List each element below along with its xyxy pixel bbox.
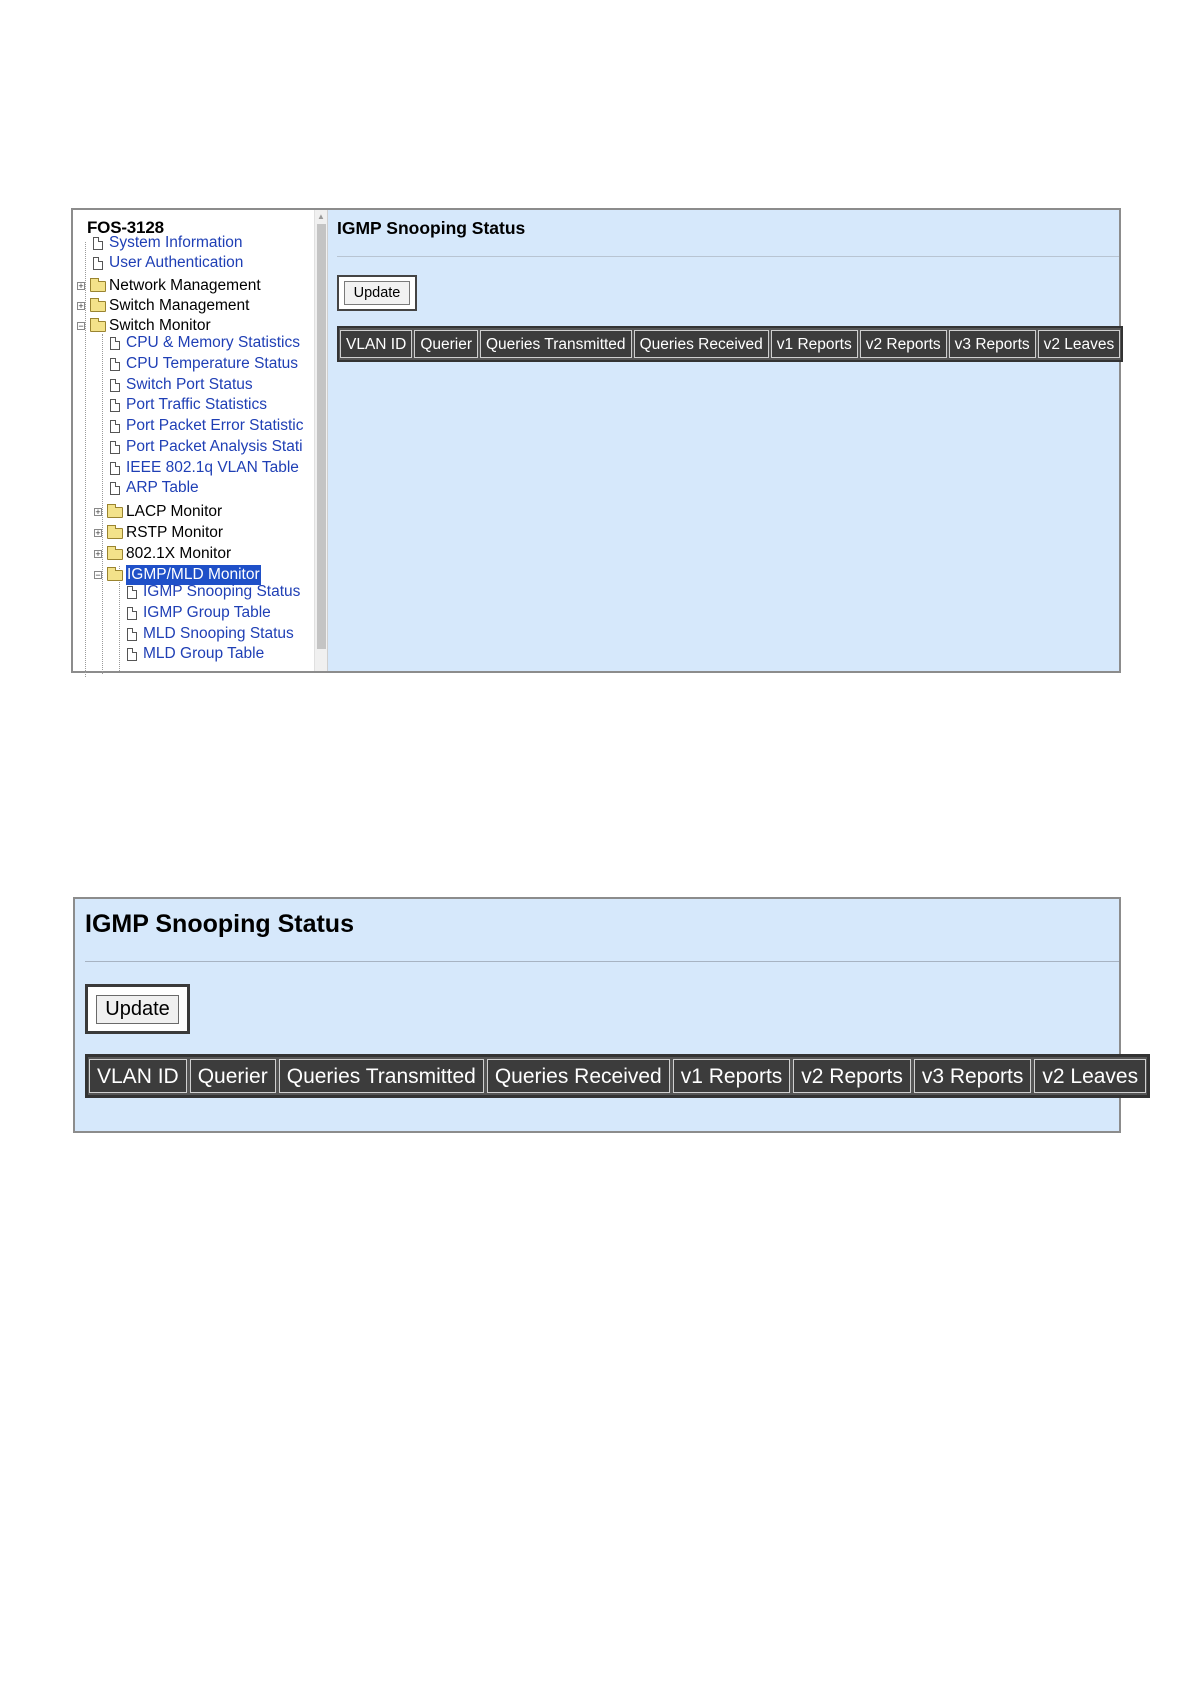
column-header-queries-transmitted: Queries Transmitted bbox=[279, 1059, 484, 1093]
update-button[interactable]: Update bbox=[96, 995, 179, 1024]
column-header-vlan-id: VLAN ID bbox=[89, 1059, 187, 1093]
page-icon bbox=[93, 237, 103, 250]
scroll-up-arrow-icon[interactable]: ▲ bbox=[317, 212, 325, 221]
page-icon bbox=[110, 482, 120, 495]
column-header-queries-transmitted: Queries Transmitted bbox=[480, 330, 632, 358]
column-header-v3-reports: v3 Reports bbox=[949, 330, 1036, 358]
column-header-queries-received: Queries Received bbox=[634, 330, 769, 358]
expand-plus-icon[interactable]: + bbox=[95, 528, 101, 538]
screenshot-full-ui bbox=[71, 208, 1121, 673]
igmp-status-table-header bbox=[85, 1054, 1150, 1098]
expand-plus-icon[interactable]: + bbox=[95, 549, 101, 559]
page-icon bbox=[110, 441, 120, 454]
tree-item-label: IGMP Snooping Status bbox=[143, 583, 301, 600]
page-icon bbox=[127, 648, 137, 661]
folder-icon bbox=[90, 281, 106, 292]
tree-guide-line bbox=[119, 566, 120, 671]
column-header-querier: Querier bbox=[414, 330, 478, 358]
tree-item-label: Switch Port Status bbox=[126, 376, 253, 393]
igmp-status-table-header bbox=[337, 326, 1123, 362]
tree-root-device-name: FOS-3128 bbox=[87, 218, 164, 237]
collapse-minus-icon[interactable]: − bbox=[78, 321, 84, 331]
folder-icon bbox=[107, 549, 123, 560]
tree-item-label: MLD Snooping Status bbox=[143, 625, 294, 642]
tree-item-label: MLD Group Table bbox=[143, 645, 265, 662]
page-icon bbox=[110, 358, 120, 371]
tree-item-label: Switch Management bbox=[109, 297, 250, 314]
column-header-v1-reports: v1 Reports bbox=[673, 1059, 791, 1093]
page-icon bbox=[110, 399, 120, 412]
tree-scrollbar[interactable] bbox=[314, 210, 328, 671]
page-icon bbox=[110, 337, 120, 350]
tree-item-label: Switch Monitor bbox=[109, 317, 211, 334]
page-icon bbox=[127, 586, 137, 599]
tree-item-label: IEEE 802.1q VLAN Table bbox=[126, 459, 299, 476]
tree-item-label: Port Traffic Statistics bbox=[126, 396, 267, 413]
collapse-minus-icon[interactable]: − bbox=[95, 570, 101, 580]
page-icon bbox=[110, 462, 120, 475]
tree-item-label: Port Packet Error Statistic bbox=[126, 417, 304, 434]
column-header-v2-leaves: v2 Leaves bbox=[1038, 330, 1121, 358]
page-icon bbox=[127, 607, 137, 620]
column-header-v2-reports: v2 Reports bbox=[860, 330, 947, 358]
update-button[interactable]: Update bbox=[344, 281, 410, 305]
column-header-vlan-id: VLAN ID bbox=[340, 330, 412, 358]
tree-item-label: System Information bbox=[109, 234, 243, 251]
tree-item-label: CPU Temperature Status bbox=[126, 355, 299, 372]
folder-icon bbox=[90, 301, 106, 312]
scrollbar-thumb[interactable] bbox=[317, 224, 326, 649]
folder-icon bbox=[107, 507, 123, 518]
tree-item-label: LACP Monitor bbox=[126, 503, 223, 520]
navigation-tree bbox=[73, 210, 314, 671]
page-icon bbox=[110, 420, 120, 433]
page-title: IGMP Snooping Status bbox=[337, 218, 526, 238]
update-button-frame bbox=[337, 275, 417, 311]
tree-item-label: IGMP Group Table bbox=[143, 604, 271, 621]
page-title: IGMP Snooping Status bbox=[85, 910, 354, 938]
tree-item-label: RSTP Monitor bbox=[126, 524, 224, 541]
page-icon bbox=[110, 379, 120, 392]
tree-guide-line bbox=[85, 242, 86, 677]
folder-icon bbox=[107, 528, 123, 539]
tree-item-label: User Authentication bbox=[109, 254, 244, 271]
expand-plus-icon[interactable]: + bbox=[78, 301, 84, 311]
column-header-v3-reports: v3 Reports bbox=[914, 1059, 1032, 1093]
column-header-v2-reports: v2 Reports bbox=[793, 1059, 911, 1093]
update-button-frame bbox=[85, 984, 190, 1034]
tree-guide-line bbox=[102, 334, 103, 674]
tree-item-label: CPU & Memory Statistics bbox=[126, 334, 300, 351]
column-header-v2-leaves: v2 Leaves bbox=[1034, 1059, 1146, 1093]
column-header-queries-received: Queries Received bbox=[487, 1059, 670, 1093]
main-content-panel bbox=[329, 210, 1119, 671]
expand-plus-icon[interactable]: + bbox=[95, 507, 101, 517]
column-header-v1-reports: v1 Reports bbox=[771, 330, 858, 358]
page-icon bbox=[93, 257, 103, 270]
open-folder-icon bbox=[90, 321, 106, 332]
open-folder-icon bbox=[107, 570, 123, 581]
page-icon bbox=[127, 628, 137, 641]
title-divider bbox=[337, 256, 1119, 257]
title-divider bbox=[85, 961, 1119, 962]
tree-item-label: Port Packet Analysis Stati bbox=[126, 438, 303, 455]
tree-item-label: 802.1X Monitor bbox=[126, 545, 232, 562]
screenshot-zoomed-panel bbox=[73, 897, 1139, 1133]
tree-item-label: Network Management bbox=[109, 277, 261, 294]
column-header-querier: Querier bbox=[190, 1059, 276, 1093]
tree-item-label: IGMP/MLD Monitor bbox=[127, 566, 260, 583]
expand-plus-icon[interactable]: + bbox=[78, 281, 84, 291]
tree-item-label: ARP Table bbox=[126, 479, 199, 496]
